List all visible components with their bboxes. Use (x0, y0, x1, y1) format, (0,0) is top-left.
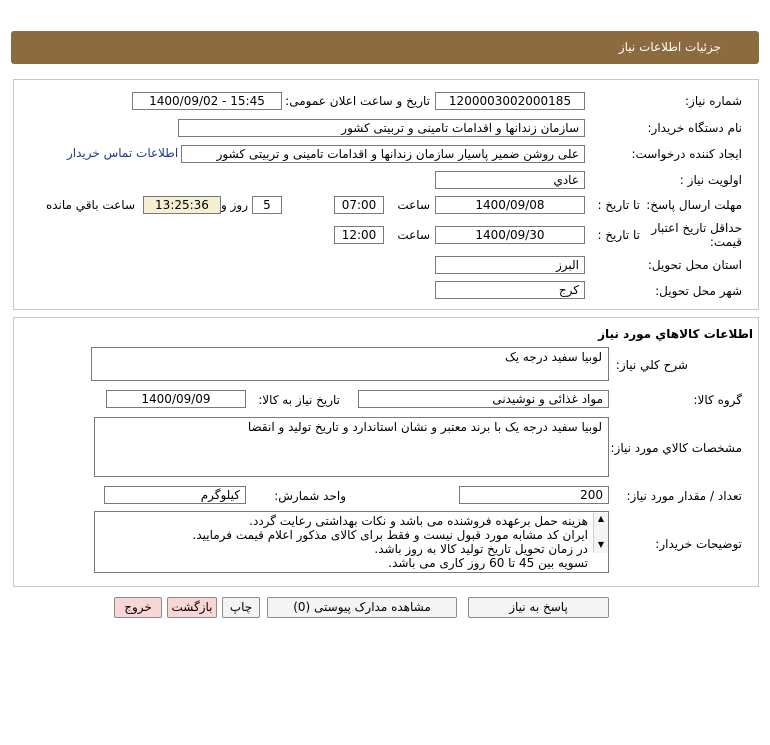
validity-time-field: 12:00 (334, 226, 384, 244)
buyer-notes-line: تسویه بین 45 تا 60 روز کاری می باشد. (388, 556, 588, 570)
province-label: استان محل تحویل: (647, 258, 742, 272)
view-attachments-button[interactable]: مشاهده مدارک پیوستی (0) (267, 597, 457, 618)
need-info-panel (13, 79, 759, 310)
deadline-label: مهلت ارسال پاسخ: (646, 198, 742, 212)
quantity-field: 200 (459, 486, 609, 504)
page-title: جزئیات اطلاعات نیاز (618, 40, 721, 54)
notes-scrollbar[interactable] (593, 513, 608, 553)
general-desc-label: شرح کلي نياز: (615, 358, 688, 372)
validity-to-date-label: تا تاریخ : (597, 228, 640, 242)
buyer-notes-line: ایران کد مشابه مورد قبول نیست و فقط برای کالای مذکور اعلام قیمت فرمایید. (192, 528, 588, 542)
goods-spec-field: لوبیا سفید درجه یک با برند معتبر و نشان استاندارد و تاریخ تولید و انقضا (94, 417, 609, 477)
creator-label: ایجاد کننده درخواست: (631, 147, 742, 161)
scroll-up-icon[interactable]: ▲ (597, 514, 605, 523)
reply-button[interactable]: پاسخ به نیاز (468, 597, 609, 618)
priority-label: اولویت نیاز : (679, 173, 742, 187)
goods-group-label: گروه کالا: (693, 393, 742, 407)
need-no-label: شماره نیاز: (685, 94, 742, 108)
general-desc-field: لوبیا سفید درجه یک (91, 347, 609, 381)
buyer-notes-label: توضیحات خریدار: (655, 537, 742, 551)
quantity-label: تعداد / مقدار مورد نیاز: (626, 489, 742, 503)
validity-date-field: 1400/09/30 (435, 226, 585, 244)
city-field: کرج (435, 281, 585, 299)
goods-group-field: مواد غذائی و نوشیدنی (358, 390, 609, 408)
goods-spec-label: مشخصات کالاي مورد نياز: (610, 441, 742, 455)
deadline-time-field: 07:00 (334, 196, 384, 214)
validity-time-label: ساعت (397, 228, 430, 242)
unit-field: کیلوگرم (104, 486, 246, 504)
buyer-label: نام دستگاه خریدار: (647, 121, 742, 135)
deadline-time-label: ساعت (397, 198, 430, 212)
buyer-notes-line: در زمان تحویل تاریخ تولید کالا به روز باشد. (374, 542, 588, 556)
need-no-field: 1200003002000185 (435, 92, 585, 110)
province-field: البرز (435, 256, 585, 274)
need-date-field: 1400/09/09 (106, 390, 246, 408)
time-remaining-label: ساعت باقي مانده (45, 198, 135, 212)
buyer-notes-field (94, 511, 609, 573)
buyer-contact-link[interactable]: اطلاعات تماس خریدار (67, 146, 179, 160)
print-button[interactable]: چاپ (222, 597, 260, 618)
validity-label-line-1: حداقل تاریخ اعتبار (651, 221, 742, 235)
goods-section-title: اطلاعات کالاهاي مورد نياز (598, 327, 753, 341)
scroll-down-icon[interactable]: ▼ (597, 540, 605, 549)
buyer-field: سازمان زندانها و اقدامات تامینی و تربیتی کشور (178, 119, 585, 137)
priority-field: عادي (435, 171, 585, 189)
days-remaining-field: 5 (252, 196, 282, 214)
validity-label (651, 221, 742, 249)
days-label: روز و (221, 198, 248, 212)
need-date-label: تاریخ نیاز به کالا: (258, 393, 340, 407)
deadline-to-date-label: تا تاریخ : (597, 198, 640, 212)
validity-label-line-2: قیمت: (709, 235, 742, 249)
unit-label: واحد شمارش: (274, 489, 346, 503)
deadline-date-field: 1400/09/08 (435, 196, 585, 214)
back-button[interactable]: بازگشت (167, 597, 217, 618)
time-remaining-field: 13:25:36 (143, 196, 221, 214)
announce-field: 1400/09/02 - 15:45 (132, 92, 282, 110)
page-header (11, 31, 759, 64)
creator-field: علی روشن ضمیر پاسیار سازمان زندانها و اقدامات تامینی و تربیتی کشور (181, 145, 585, 163)
announce-label: تاریخ و ساعت اعلان عمومی: (285, 94, 430, 108)
city-label: شهر محل تحویل: (655, 284, 742, 298)
buyer-notes-line: هزینه حمل برعهده فروشنده می باشد و نکات بهداشتی رعایت گردد. (249, 514, 588, 528)
exit-button[interactable]: خروج (114, 597, 162, 618)
